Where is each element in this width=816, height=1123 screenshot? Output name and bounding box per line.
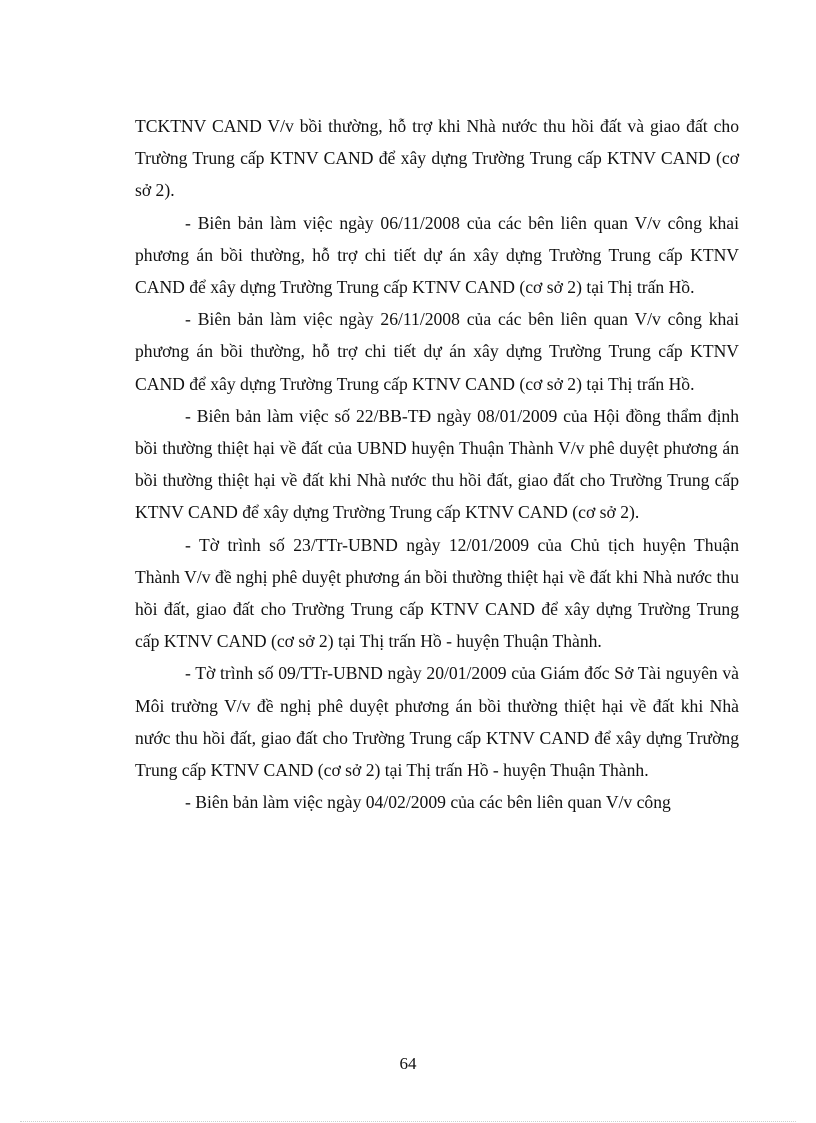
paragraph-bien-ban-26-11-2008: - Biên bản làm việc ngày 26/11/2008 của các bên liên quan V/v công khai phương án bồi thường, hỗ trợ chi tiết dự án xây dựng Trường Trung cấp KTNV CAND để xây dựng Trường Trung cấp KTNV CAND (cơ sở 2) tại Thị trấn Hồ.: [135, 309, 739, 394]
document-body: [135, 110, 739, 818]
paragraph-continuation: TCKTNV CAND V/v bồi thường, hỗ trợ khi Nhà nước thu hồi đất và giao đất cho Trường Trung cấp KTNV CAND để xây dựng Trường Trung cấp KTNV CAND (cơ sở 2).: [135, 116, 739, 201]
paragraph-bien-ban-22-bb-td: - Biên bản làm việc số 22/BB-TĐ ngày 08/01/2009 của Hội đồng thẩm định bồi thường thiệt hại về đất của UBND huyện Thuận Thành V/v phê duyệt phương án bồi thường thiệt hại về đất khi Nhà nước thu hồi đất, giao đất cho Trường Trung cấp KTNV CAND để xây dựng Trường Trung cấp KTNV CAND (cơ sở 2).: [135, 405, 739, 523]
page-bottom-divider: [20, 1121, 796, 1122]
paragraph-to-trinh-09-ttr: - Tờ trình số 09/TTr-UBND ngày 20/01/2009 của Giám đốc Sở Tài nguyên và Môi trường V/v đề nghị phê duyệt phương án bồi thường thiệt hại về đất khi Nhà nước thu hồi đất, giao đất cho Trường Trung cấp KTNV CAND để xây dựng Trường Trung cấp KTNV CAND (cơ sở 2) tại Thị trấn Hồ - huyện Thuận Thành.: [135, 663, 739, 781]
page-number: 64: [399, 1054, 417, 1073]
paragraph-bien-ban-04-02-2009: - Biên bản làm việc ngày 04/02/2009 của các bên liên quan V/v công: [185, 792, 671, 813]
paragraph-bien-ban-06-11-2008: - Biên bản làm việc ngày 06/11/2008 của các bên liên quan V/v công khai phương án bồi thường, hỗ trợ chi tiết dự án xây dựng Trường Trung cấp KTNV CAND để xây dựng Trường Trung cấp KTNV CAND (cơ sở 2) tại Thị trấn Hồ.: [135, 212, 739, 298]
paragraph-to-trinh-23-ttr: - Tờ trình số 23/TTr-UBND ngày 12/01/2009 của Chủ tịch huyện Thuận Thành V/v đề nghị phê duyệt phương án bồi thường thiệt hại về đất khi Nhà nước thu hồi đất, giao đất cho Trường Trung cấp KTNV CAND để xây dựng Trường Trung cấp KTNV CAND (cơ sở 2) tại Thị trấn Hồ - huyện Thuận Thành.: [135, 534, 739, 652]
